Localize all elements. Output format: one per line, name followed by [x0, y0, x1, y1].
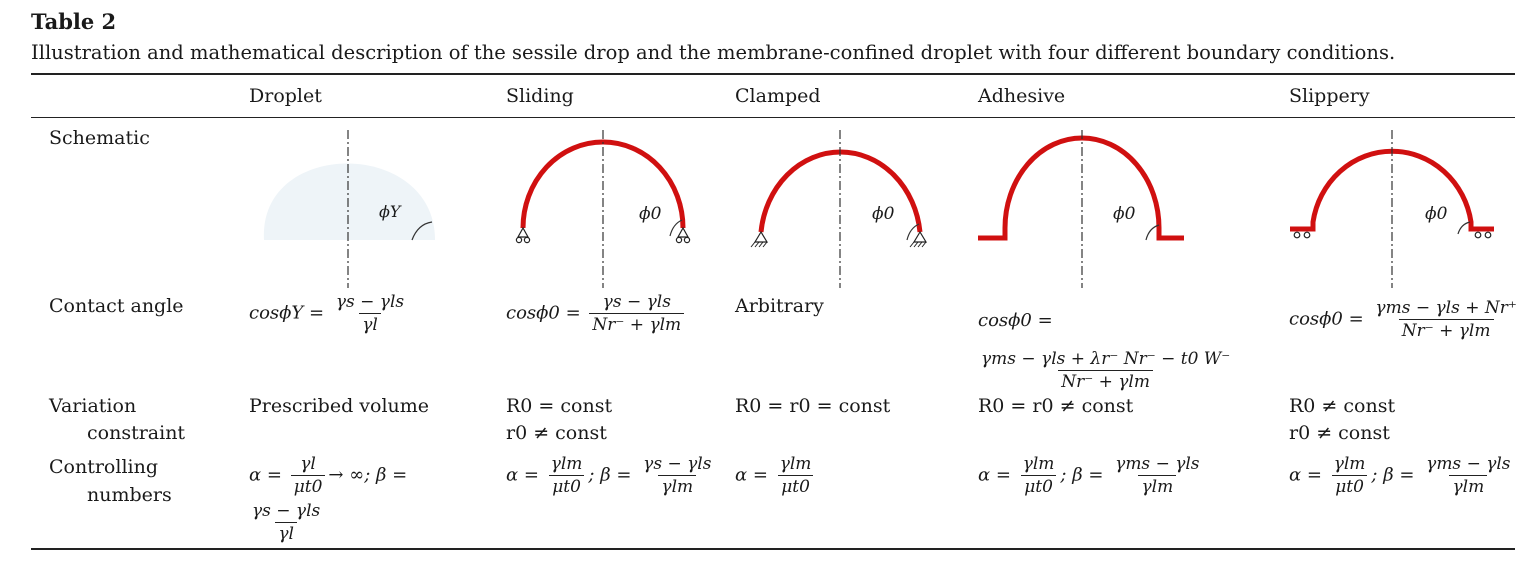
- contact-angle-clamped: Arbitrary: [735, 295, 824, 317]
- contact-angle-slippery: [1289, 297, 1523, 342]
- droplet-shape: [264, 164, 435, 241]
- sliding-alpha-num: γlm: [550, 454, 583, 474]
- adhesive-beta-den: γlm: [1138, 475, 1176, 498]
- contact-angle-adhesive: [978, 310, 1053, 331]
- slippery-alpha-num: γlm: [1333, 454, 1366, 474]
- adhesive-alpha-lhs: α =: [978, 464, 1011, 486]
- sliding-ca-den: Nr⁻ + γlm: [589, 313, 684, 336]
- clamped-alpha-lhs: α =: [735, 464, 768, 486]
- adhesive-membrane: [978, 138, 1184, 238]
- col-header-adhesive: Adhesive: [978, 85, 1066, 107]
- variation-sliding-1: R0 = const: [506, 395, 613, 417]
- slippery-ca-num: γms − γls + Nr⁺: [1375, 298, 1517, 318]
- row-header-contact-angle: Contact angle: [49, 295, 184, 317]
- left-pin-support: [755, 232, 767, 242]
- droplet-alpha-lhs: α =: [249, 464, 282, 486]
- slippery-beta-num: γms − γls: [1426, 454, 1511, 474]
- right-roller-support: [678, 228, 688, 237]
- adhesive-ca-lhs: cosϕ0 =: [978, 310, 1053, 331]
- table-title: Table 2: [31, 9, 117, 34]
- droplet-beta-num: γs − γls: [252, 501, 321, 521]
- droplet-alpha-num: γl: [300, 454, 316, 474]
- controlling-sliding: [506, 453, 717, 498]
- variation-adhesive: R0 = r0 ≠ const: [978, 395, 1134, 417]
- col-header-slippery: Slippery: [1289, 85, 1370, 107]
- slippery-angle-label: ϕ0: [1425, 204, 1448, 224]
- adhesive-angle-label: ϕ0: [1113, 204, 1136, 224]
- droplet-schematic: [250, 128, 450, 293]
- droplet-alpha-rest: → ∞; β =: [328, 464, 408, 486]
- sliding-ca-num: γs − γls: [602, 292, 671, 312]
- col-header-droplet: Droplet: [249, 85, 322, 107]
- left-roller-support: [518, 228, 528, 237]
- sliding-beta-num: γs − γls: [643, 454, 712, 474]
- slippery-schematic: [1288, 128, 1498, 293]
- adhesive-beta-lhs: ; β =: [1060, 464, 1104, 486]
- variation-slippery-2: r0 ≠ const: [1289, 422, 1390, 444]
- col-header-sliding: Sliding: [506, 85, 574, 107]
- sliding-alpha-den: μt0: [549, 475, 584, 498]
- header-rule: [31, 117, 1515, 118]
- right-pin-support: [914, 232, 926, 242]
- bottom-rule: [31, 548, 1515, 550]
- variation-sliding-2: r0 ≠ const: [506, 422, 607, 444]
- col-header-clamped: Clamped: [735, 85, 821, 107]
- top-rule: [31, 73, 1515, 75]
- sliding-ca-lhs: cosϕ0 =: [506, 302, 581, 324]
- droplet-ca-num: γs − γls: [335, 292, 405, 312]
- contact-angle-adhesive-frac: [978, 348, 1233, 393]
- sliding-alpha-lhs: α =: [506, 464, 539, 486]
- slippery-ca-den: Nr⁻ + γlm: [1399, 319, 1494, 342]
- clamped-alpha-den: μt0: [778, 475, 813, 498]
- droplet-alpha-den: μt0: [291, 475, 326, 498]
- row-header-schematic: Schematic: [49, 127, 150, 149]
- row-header-controlling-cont: numbers: [87, 484, 172, 506]
- right-roller: [1475, 232, 1481, 238]
- slippery-alpha-lhs: α =: [1289, 464, 1322, 486]
- droplet-angle-label: ϕY: [379, 202, 401, 221]
- contact-angle-sliding: [506, 291, 687, 336]
- adhesive-ca-den: Nr⁻ + γlm: [1058, 370, 1153, 393]
- clamped-schematic: [745, 128, 945, 293]
- controlling-slippery: [1289, 453, 1517, 498]
- variation-clamped: R0 = r0 = const: [735, 395, 891, 417]
- row-header-variation-cont: constraint: [87, 422, 186, 444]
- variation-slippery-1: R0 ≠ const: [1289, 395, 1396, 417]
- sliding-beta-den: γlm: [658, 475, 696, 498]
- adhesive-alpha-num: γlm: [1022, 454, 1055, 474]
- adhesive-beta-num: γms − γls: [1115, 454, 1200, 474]
- slippery-beta-lhs: ; β =: [1371, 464, 1415, 486]
- sliding-schematic: [510, 128, 710, 293]
- slippery-angle-arc: [1458, 222, 1470, 234]
- adhesive-alpha-den: μt0: [1021, 475, 1056, 498]
- droplet-ca-den: γl: [359, 313, 381, 336]
- slippery-ca-lhs: cosϕ0 =: [1289, 308, 1364, 330]
- clamped-angle-label: ϕ0: [872, 204, 895, 224]
- left-roller: [1294, 232, 1300, 238]
- controlling-droplet: [249, 453, 407, 498]
- row-header-controlling: Controlling: [49, 456, 158, 478]
- clamped-alpha-num: γlm: [779, 454, 812, 474]
- controlling-droplet-beta: [249, 500, 323, 545]
- table-caption: Illustration and mathematical description of the sessile drop and the membrane-confined droplet with four different boundary conditions.: [31, 41, 1396, 64]
- sliding-beta-lhs: ; β =: [588, 464, 632, 486]
- droplet-beta-den: γl: [275, 522, 297, 545]
- controlling-clamped: [735, 453, 817, 498]
- droplet-ca-lhs: cosϕY =: [249, 302, 325, 324]
- adhesive-ca-num: γms − γls + λr⁻ Nr⁻ − t0 W⁻: [981, 349, 1231, 369]
- slippery-beta-den: γlm: [1449, 475, 1487, 498]
- slippery-alpha-den: μt0: [1332, 475, 1367, 498]
- contact-angle-droplet: [249, 291, 410, 336]
- variation-droplet: Prescribed volume: [249, 395, 430, 417]
- controlling-adhesive: [978, 453, 1206, 498]
- sliding-angle-label: ϕ0: [639, 204, 662, 224]
- adhesive-schematic: [976, 128, 1191, 293]
- row-header-variation: Variation: [49, 395, 137, 417]
